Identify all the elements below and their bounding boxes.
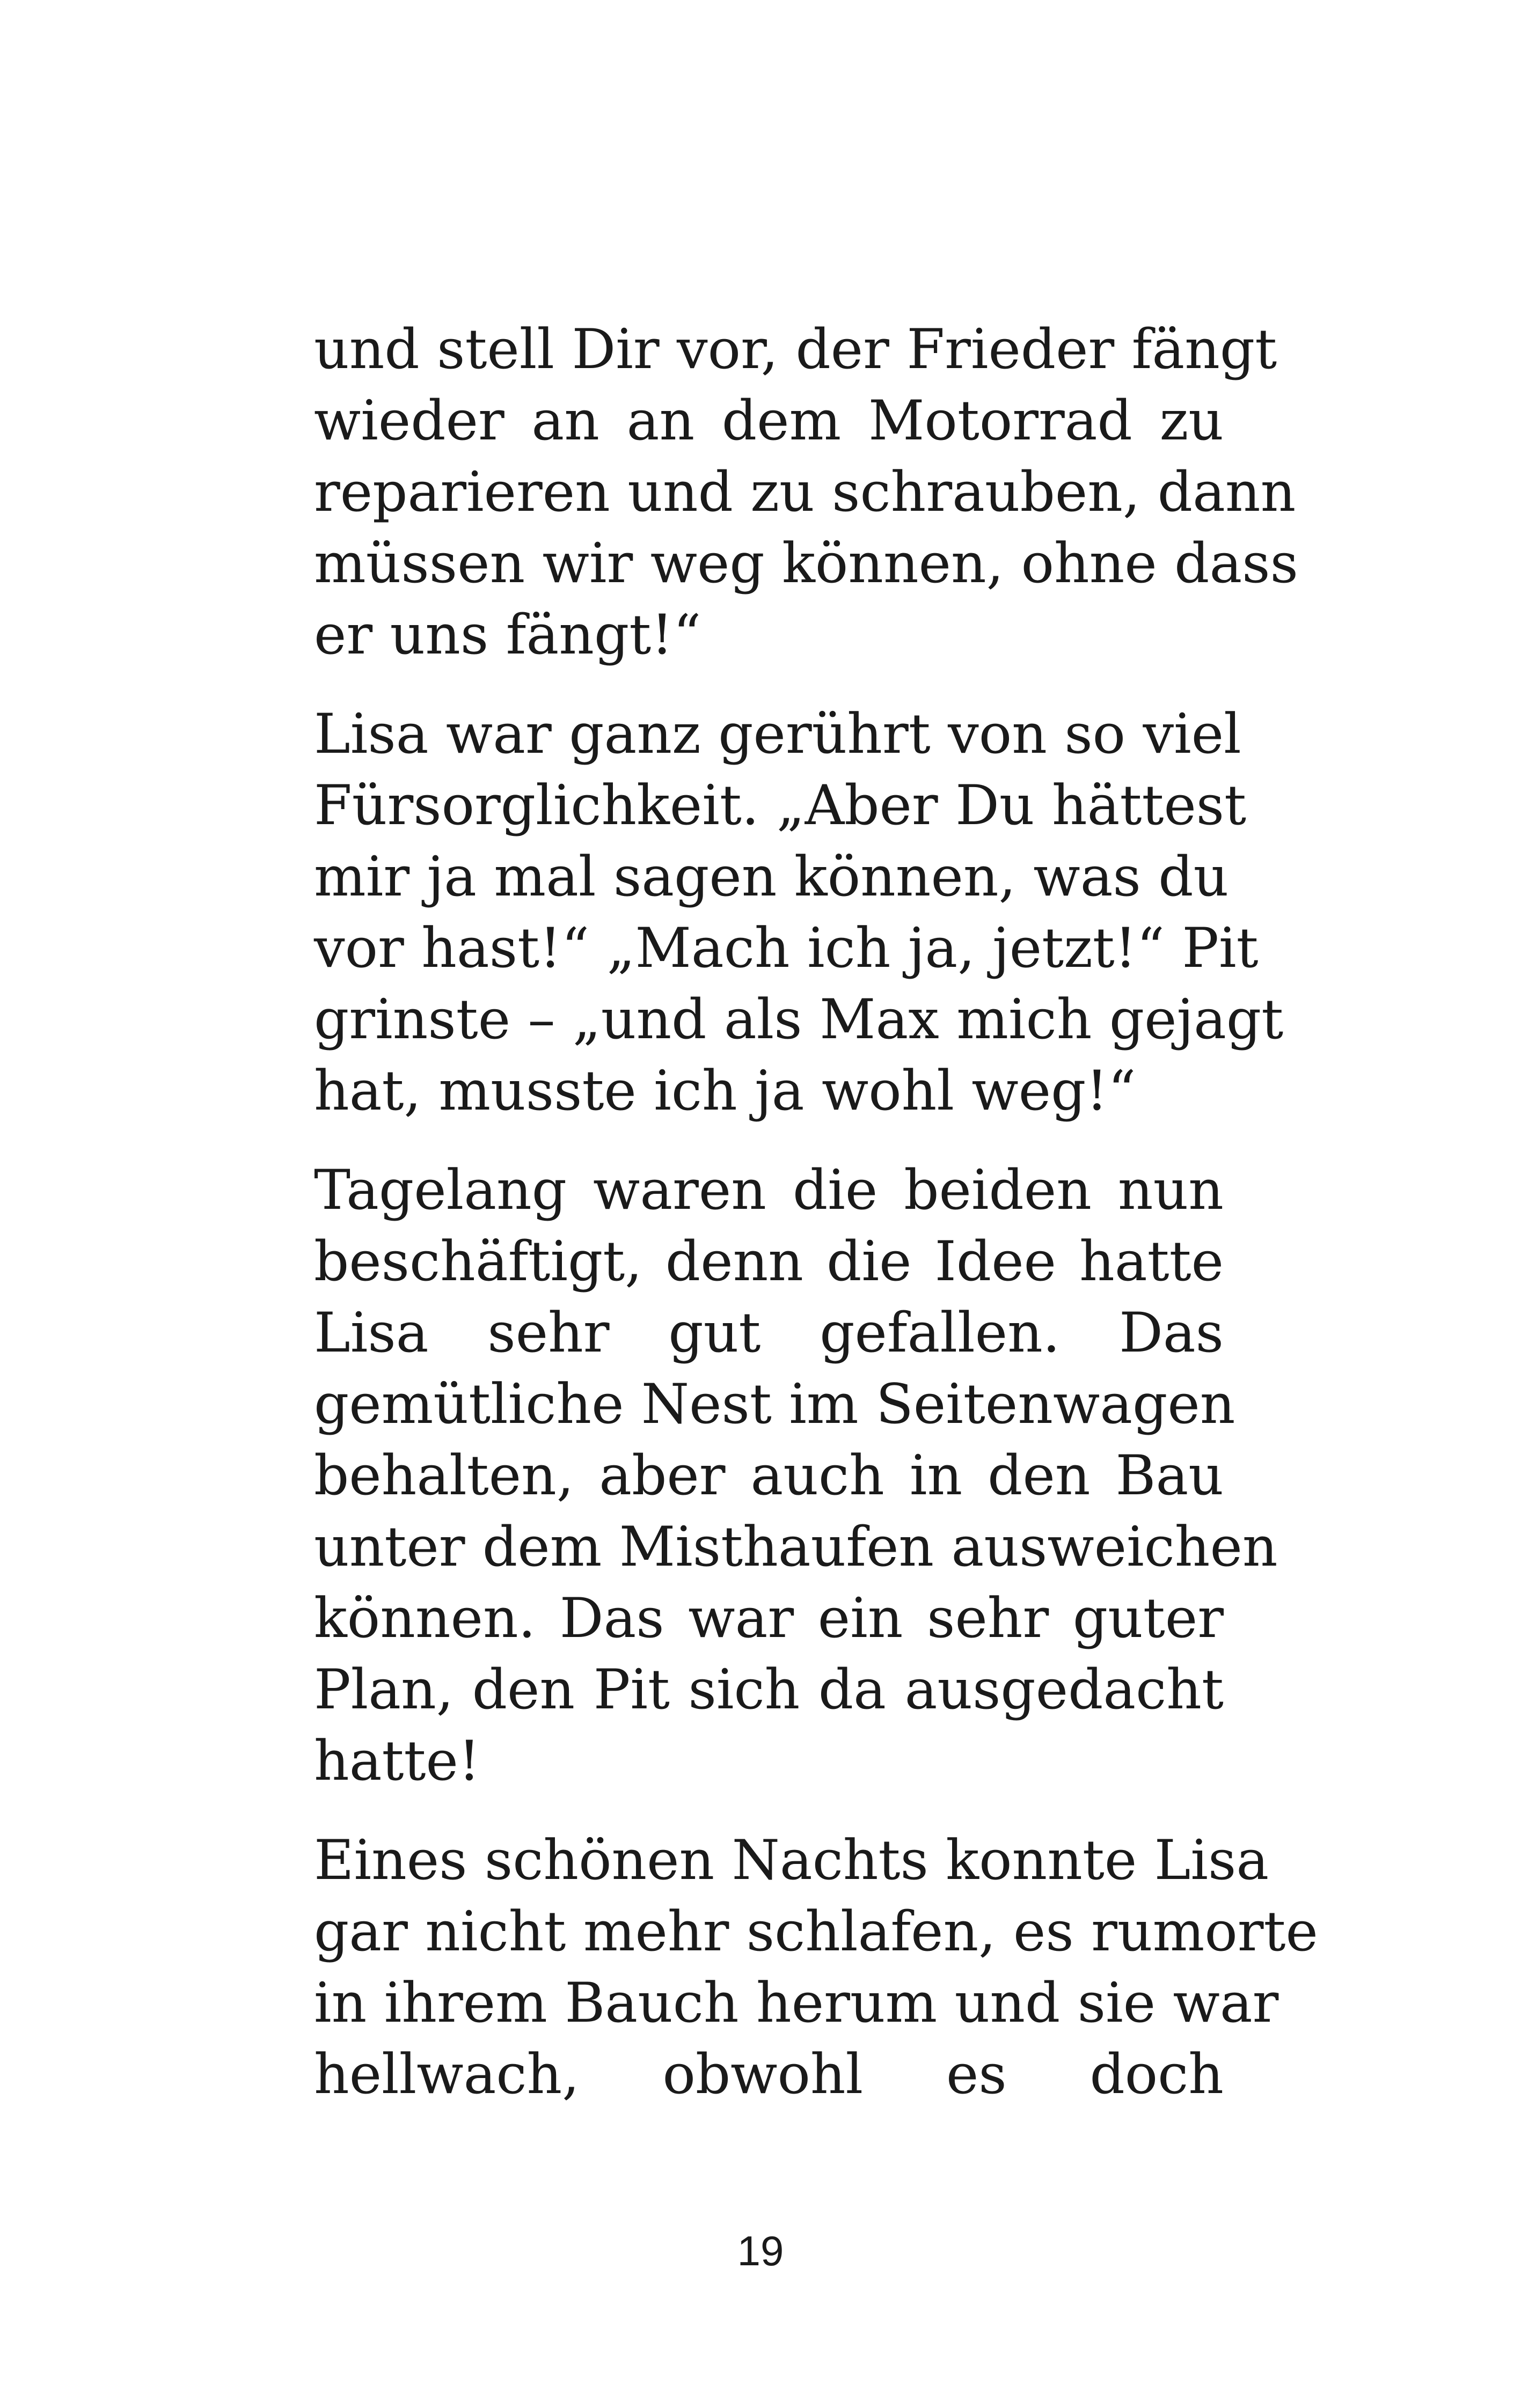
text-line: und stell Dir vor, der Frieder fängt [314, 318, 1277, 381]
paragraph-2 [314, 699, 1284, 1127]
text-line: behalten, aber auch in den Bau [314, 1444, 1224, 1508]
page-number: 19 [737, 2227, 784, 2274]
text-line: mir ja mal sagen können, was du [314, 845, 1229, 909]
text-line: Plan, den Pit sich da ausgedacht [314, 1658, 1224, 1722]
text-line: er uns fängt!“ [314, 603, 701, 667]
text-line: grinste – „und als Max mich gejagt [314, 988, 1284, 1052]
text-line: reparieren und zu schrauben, dann [314, 460, 1296, 524]
text-line: in ihrem Bauch herum und sie war [314, 1971, 1279, 2035]
paragraph-1 [314, 314, 1298, 671]
text-line: gemütliche Nest im Seitenwagen [314, 1372, 1235, 1436]
text-line: hatte! [314, 1729, 480, 1793]
text-line: können. Das war ein sehr guter [314, 1587, 1224, 1650]
paragraph-4 [314, 1825, 1318, 2110]
text-line: wieder an an dem Motorrad zu [314, 389, 1224, 453]
text-line: hellwach, obwohl es doch [314, 2043, 1224, 2106]
text-line: Fürsorglichkeit. „Aber Du hättest [314, 774, 1247, 838]
paragraph-3 [314, 1155, 1278, 1797]
text-line: Lisa sehr gut gefallen. Das [314, 1301, 1224, 1365]
text-line: müssen wir weg können, ohne dass [314, 532, 1298, 596]
text-line: Lisa war ganz gerührt von so viel [314, 702, 1241, 766]
text-line: unter dem Misthaufen ausweichen [314, 1515, 1278, 1579]
text-line: vor hast!“ „Mach ich ja, jetzt!“ Pit [314, 916, 1259, 980]
text-line: Eines schönen Nachts konnte Lisa [314, 1829, 1269, 1892]
body-text [314, 314, 1318, 2138]
text-line: beschäftigt, denn die Idee hatte [314, 1230, 1224, 1294]
text-line: Tagelang waren die beiden nun [314, 1158, 1224, 1222]
text-line: hat, musste ich ja wohl weg!“ [314, 1059, 1136, 1123]
text-line: gar nicht mehr schlafen, es rumorte [314, 1900, 1318, 1964]
